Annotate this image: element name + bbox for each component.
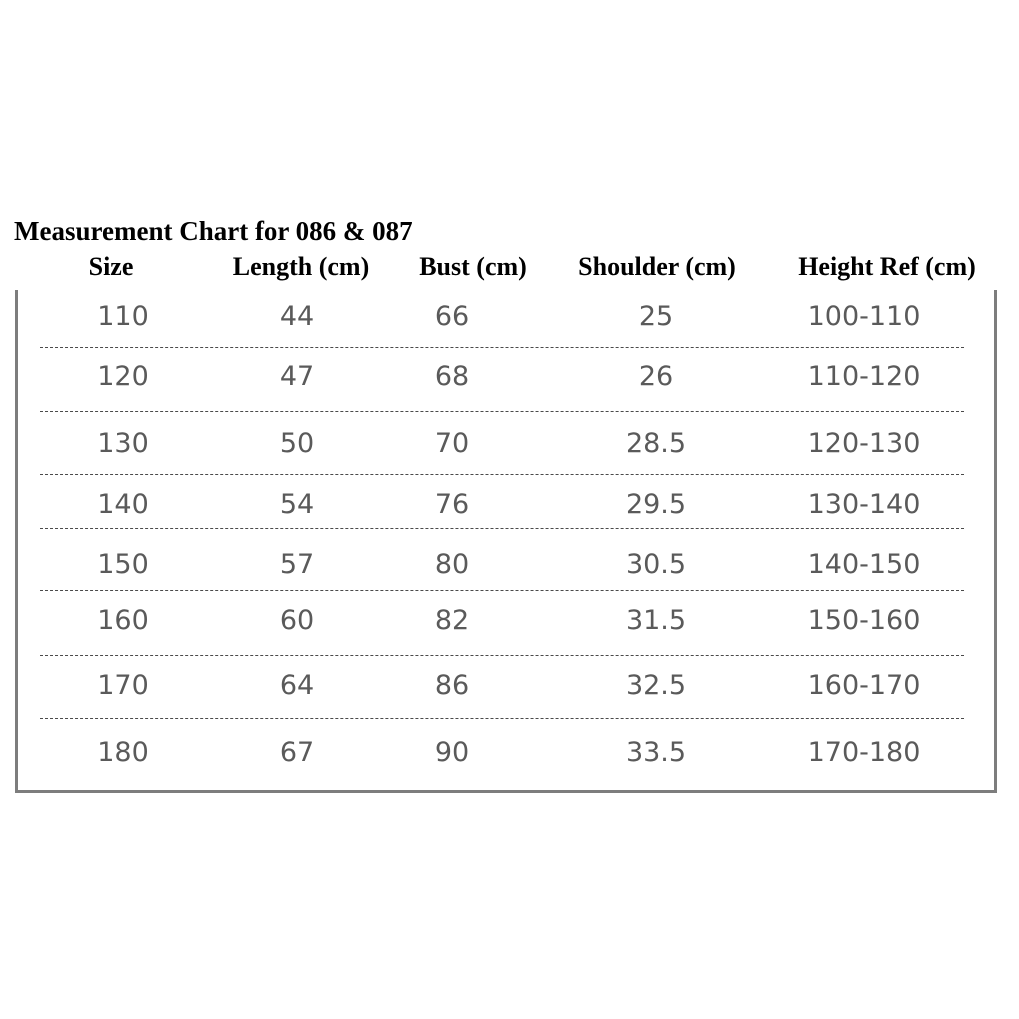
cell-shoulder: 29.5 xyxy=(625,489,687,520)
cell-shoulder: 25 xyxy=(638,301,674,332)
table-row xyxy=(0,670,1019,710)
cell-size: 140 xyxy=(97,489,149,520)
cell-length: 60 xyxy=(279,605,315,636)
cell-length: 57 xyxy=(279,549,315,580)
header-bust: Bust (cm) xyxy=(419,252,527,281)
cell-bust: 90 xyxy=(434,737,470,768)
cell-height-ref: 120-130 xyxy=(807,428,921,459)
cell-shoulder: 32.5 xyxy=(625,670,687,701)
cell-shoulder: 30.5 xyxy=(625,549,687,580)
cell-size: 130 xyxy=(97,428,149,459)
row-divider xyxy=(40,528,964,529)
table-row xyxy=(0,428,1019,468)
cell-shoulder: 33.5 xyxy=(625,737,687,768)
cell-size: 120 xyxy=(97,361,149,392)
row-divider xyxy=(40,718,964,719)
row-divider xyxy=(40,411,964,412)
cell-shoulder: 28.5 xyxy=(625,428,687,459)
cell-height-ref: 110-120 xyxy=(807,361,921,392)
cell-length: 54 xyxy=(279,489,315,520)
cell-bust: 82 xyxy=(434,605,470,636)
cell-length: 44 xyxy=(279,301,315,332)
cell-height-ref: 100-110 xyxy=(807,301,921,332)
cell-length: 47 xyxy=(279,361,315,392)
row-divider xyxy=(40,655,964,656)
cell-length: 67 xyxy=(279,737,315,768)
cell-length: 50 xyxy=(279,428,315,459)
cell-length: 64 xyxy=(279,670,315,701)
table-row xyxy=(0,549,1019,589)
table-row xyxy=(0,489,1019,529)
cell-bust: 86 xyxy=(434,670,470,701)
cell-height-ref: 130-140 xyxy=(807,489,921,520)
cell-size: 110 xyxy=(97,301,149,332)
cell-bust: 70 xyxy=(434,428,470,459)
table-row xyxy=(0,737,1019,777)
table-row xyxy=(0,605,1019,645)
cell-bust: 76 xyxy=(434,489,470,520)
row-divider xyxy=(40,347,964,348)
header-shoulder: Shoulder (cm) xyxy=(578,252,736,281)
cell-size: 170 xyxy=(97,670,149,701)
cell-height-ref: 140-150 xyxy=(807,549,921,580)
table-header xyxy=(0,252,1019,288)
cell-size: 160 xyxy=(97,605,149,636)
cell-size: 150 xyxy=(97,549,149,580)
table-row xyxy=(0,361,1019,401)
header-length: Length (cm) xyxy=(232,252,370,281)
cell-size: 180 xyxy=(97,737,149,768)
cell-bust: 68 xyxy=(434,361,470,392)
cell-shoulder: 31.5 xyxy=(625,605,687,636)
cell-height-ref: 150-160 xyxy=(807,605,921,636)
header-height-ref: Height Ref (cm) xyxy=(798,252,976,281)
cell-bust: 66 xyxy=(434,301,470,332)
row-divider xyxy=(40,590,964,591)
cell-bust: 80 xyxy=(434,549,470,580)
table-row xyxy=(0,301,1019,341)
cell-shoulder: 26 xyxy=(638,361,674,392)
cell-height-ref: 160-170 xyxy=(807,670,921,701)
row-divider xyxy=(40,474,964,475)
chart-title: Measurement Chart for 086 & 087 xyxy=(14,216,413,246)
header-size: Size xyxy=(88,252,134,281)
cell-height-ref: 170-180 xyxy=(807,737,921,768)
